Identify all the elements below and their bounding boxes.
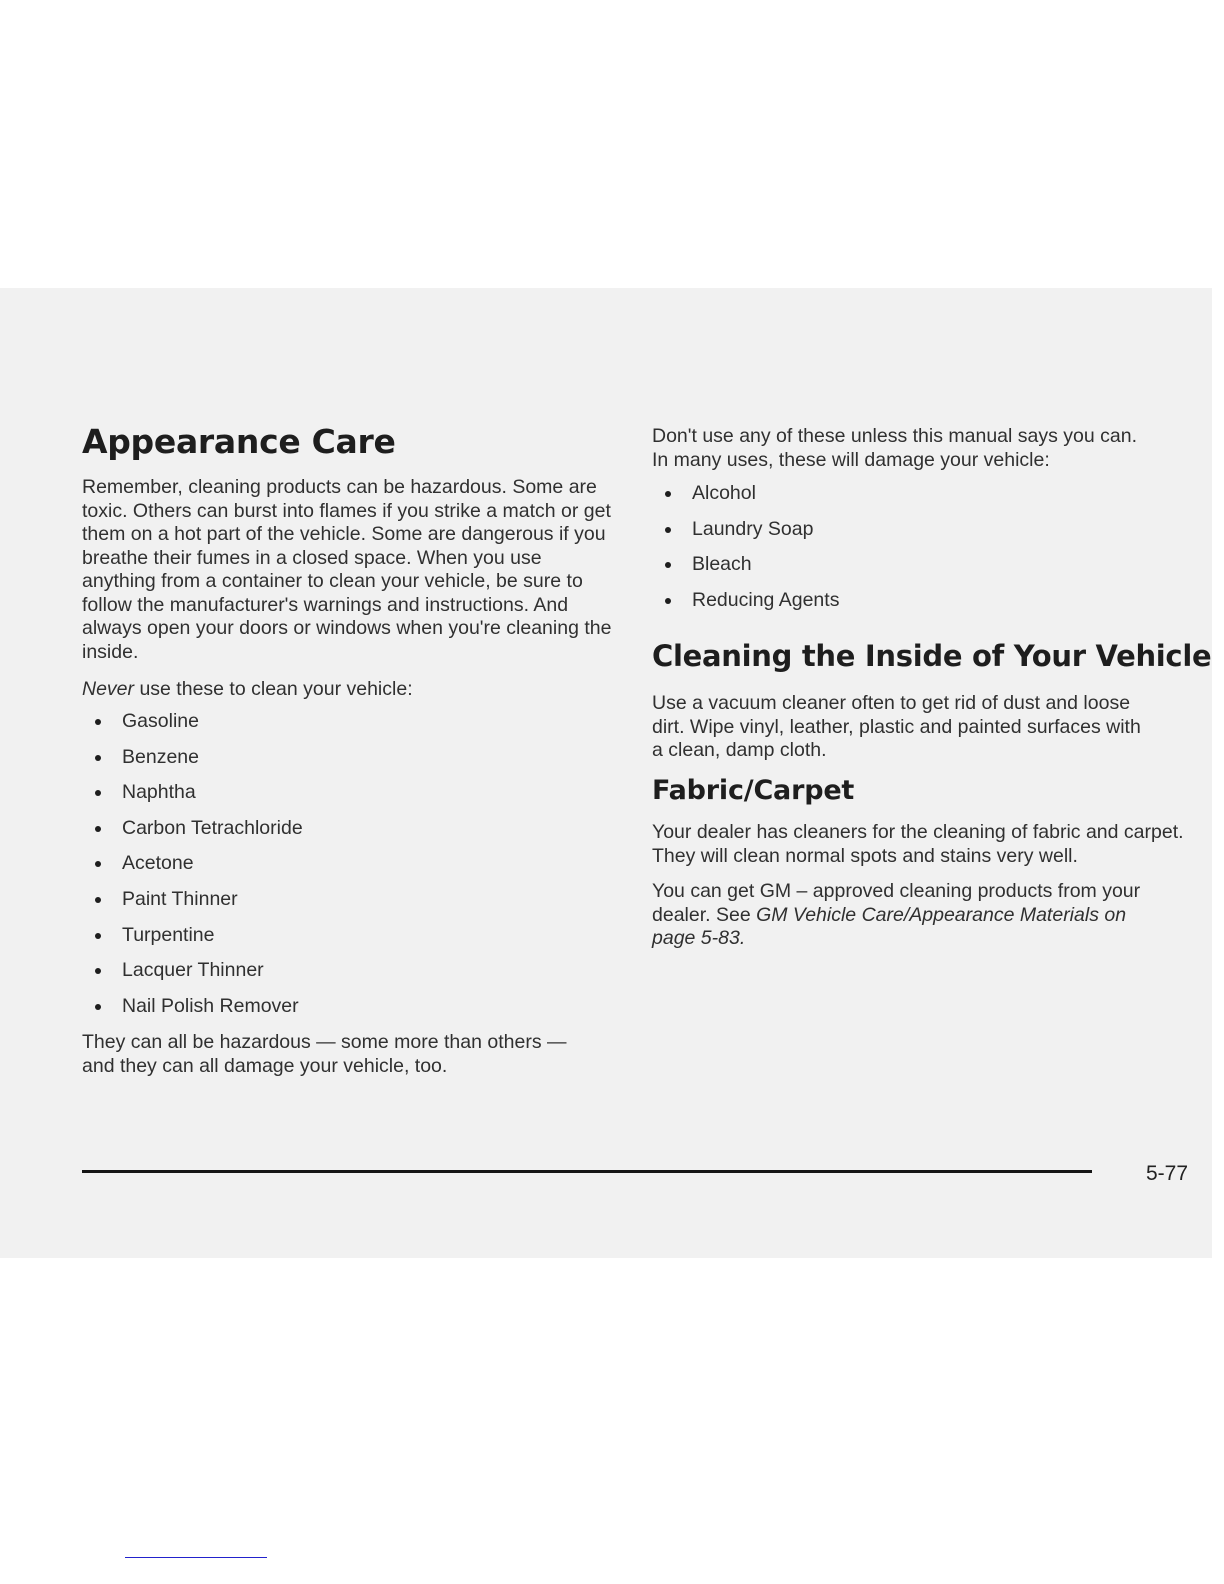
fabric-carpet-text: Your dealer has cleaners for the cleaning of fabric and carpet. They will clean normal spots and stains very well. bbox=[652, 821, 1184, 867]
never-use-list bbox=[82, 710, 617, 1018]
never-rest: use these to clean your vehicle: bbox=[134, 678, 413, 700]
manual-page bbox=[0, 288, 1212, 1258]
list-item: Paint Thinner bbox=[82, 888, 617, 911]
bullet-icon bbox=[95, 933, 101, 939]
bullet-icon bbox=[95, 826, 101, 832]
list-item: Naphtha bbox=[82, 781, 617, 804]
bullet-icon bbox=[665, 491, 671, 497]
appearance-care-intro: Remember, cleaning products can be hazardous. Some are toxic. Others can burst into flames if you strike a match or get them on a hot part of the vehicle. Some are dangerous if you breathe their fumes in a closed space. When you use anything from a container to clean your vehicle, be sure to follow the manufacturer's warnings and instructions. And always open your doors or windows when you're cleaning the inside. bbox=[82, 476, 612, 663]
cleaning-inside-text: Use a vacuum cleaner often to get rid of dust and loose dirt. Wipe vinyl, leather, plastic and painted surfaces with a clean, damp cloth. bbox=[652, 692, 1141, 761]
bullet-icon bbox=[95, 897, 101, 903]
never-use-line bbox=[82, 678, 617, 702]
cleaning-inside-heading: Cleaning the Inside of Your Vehicle bbox=[652, 639, 1212, 673]
bullet-icon bbox=[665, 527, 671, 533]
list-item: Turpentine bbox=[82, 924, 617, 947]
bullet-icon bbox=[95, 719, 101, 725]
list-item: Reducing Agents bbox=[652, 589, 1152, 612]
list-item: Bleach bbox=[652, 553, 1152, 576]
appearance-care-heading: Appearance Care bbox=[82, 422, 396, 461]
dont-use-list bbox=[652, 482, 1152, 612]
fabric-carpet-heading: Fabric/Carpet bbox=[652, 775, 855, 806]
bullet-icon bbox=[95, 1004, 101, 1010]
list-item: Carbon Tetrachloride bbox=[82, 817, 617, 840]
list-item: Nail Polish Remover bbox=[82, 995, 617, 1018]
gm-products-text bbox=[652, 880, 1152, 951]
never-word: Never bbox=[82, 678, 135, 700]
bullet-icon bbox=[665, 598, 671, 604]
list-item: Benzene bbox=[82, 746, 617, 769]
bullet-icon bbox=[95, 861, 101, 867]
list-item: Laundry Soap bbox=[652, 518, 1152, 541]
bottom-underline bbox=[125, 1557, 267, 1558]
list-item: Lacquer Thinner bbox=[82, 959, 617, 982]
list-item: Alcohol bbox=[652, 482, 1152, 505]
gm-care-reference-link[interactable]: GM Vehicle Care/Appearance Materials on page 5-83. bbox=[652, 903, 1127, 949]
list-item: Acetone bbox=[82, 852, 617, 875]
list-item: Gasoline bbox=[82, 710, 617, 733]
gm-products-lead: You can get GM – approved cleaning products from your dealer. See bbox=[652, 880, 1141, 926]
bullet-icon bbox=[95, 968, 101, 974]
footer-rule bbox=[82, 1170, 1092, 1173]
dont-use-intro: Don't use any of these unless this manual says you can. In many uses, these will damage your vehicle: bbox=[652, 425, 1137, 471]
hazard-outro: They can all be hazardous — some more than others — and they can all damage your vehicle, too. bbox=[82, 1031, 567, 1077]
bullet-icon bbox=[95, 790, 101, 796]
page-number: 5-77 bbox=[1146, 1162, 1189, 1185]
bullet-icon bbox=[665, 562, 671, 568]
bullet-icon bbox=[95, 755, 101, 761]
